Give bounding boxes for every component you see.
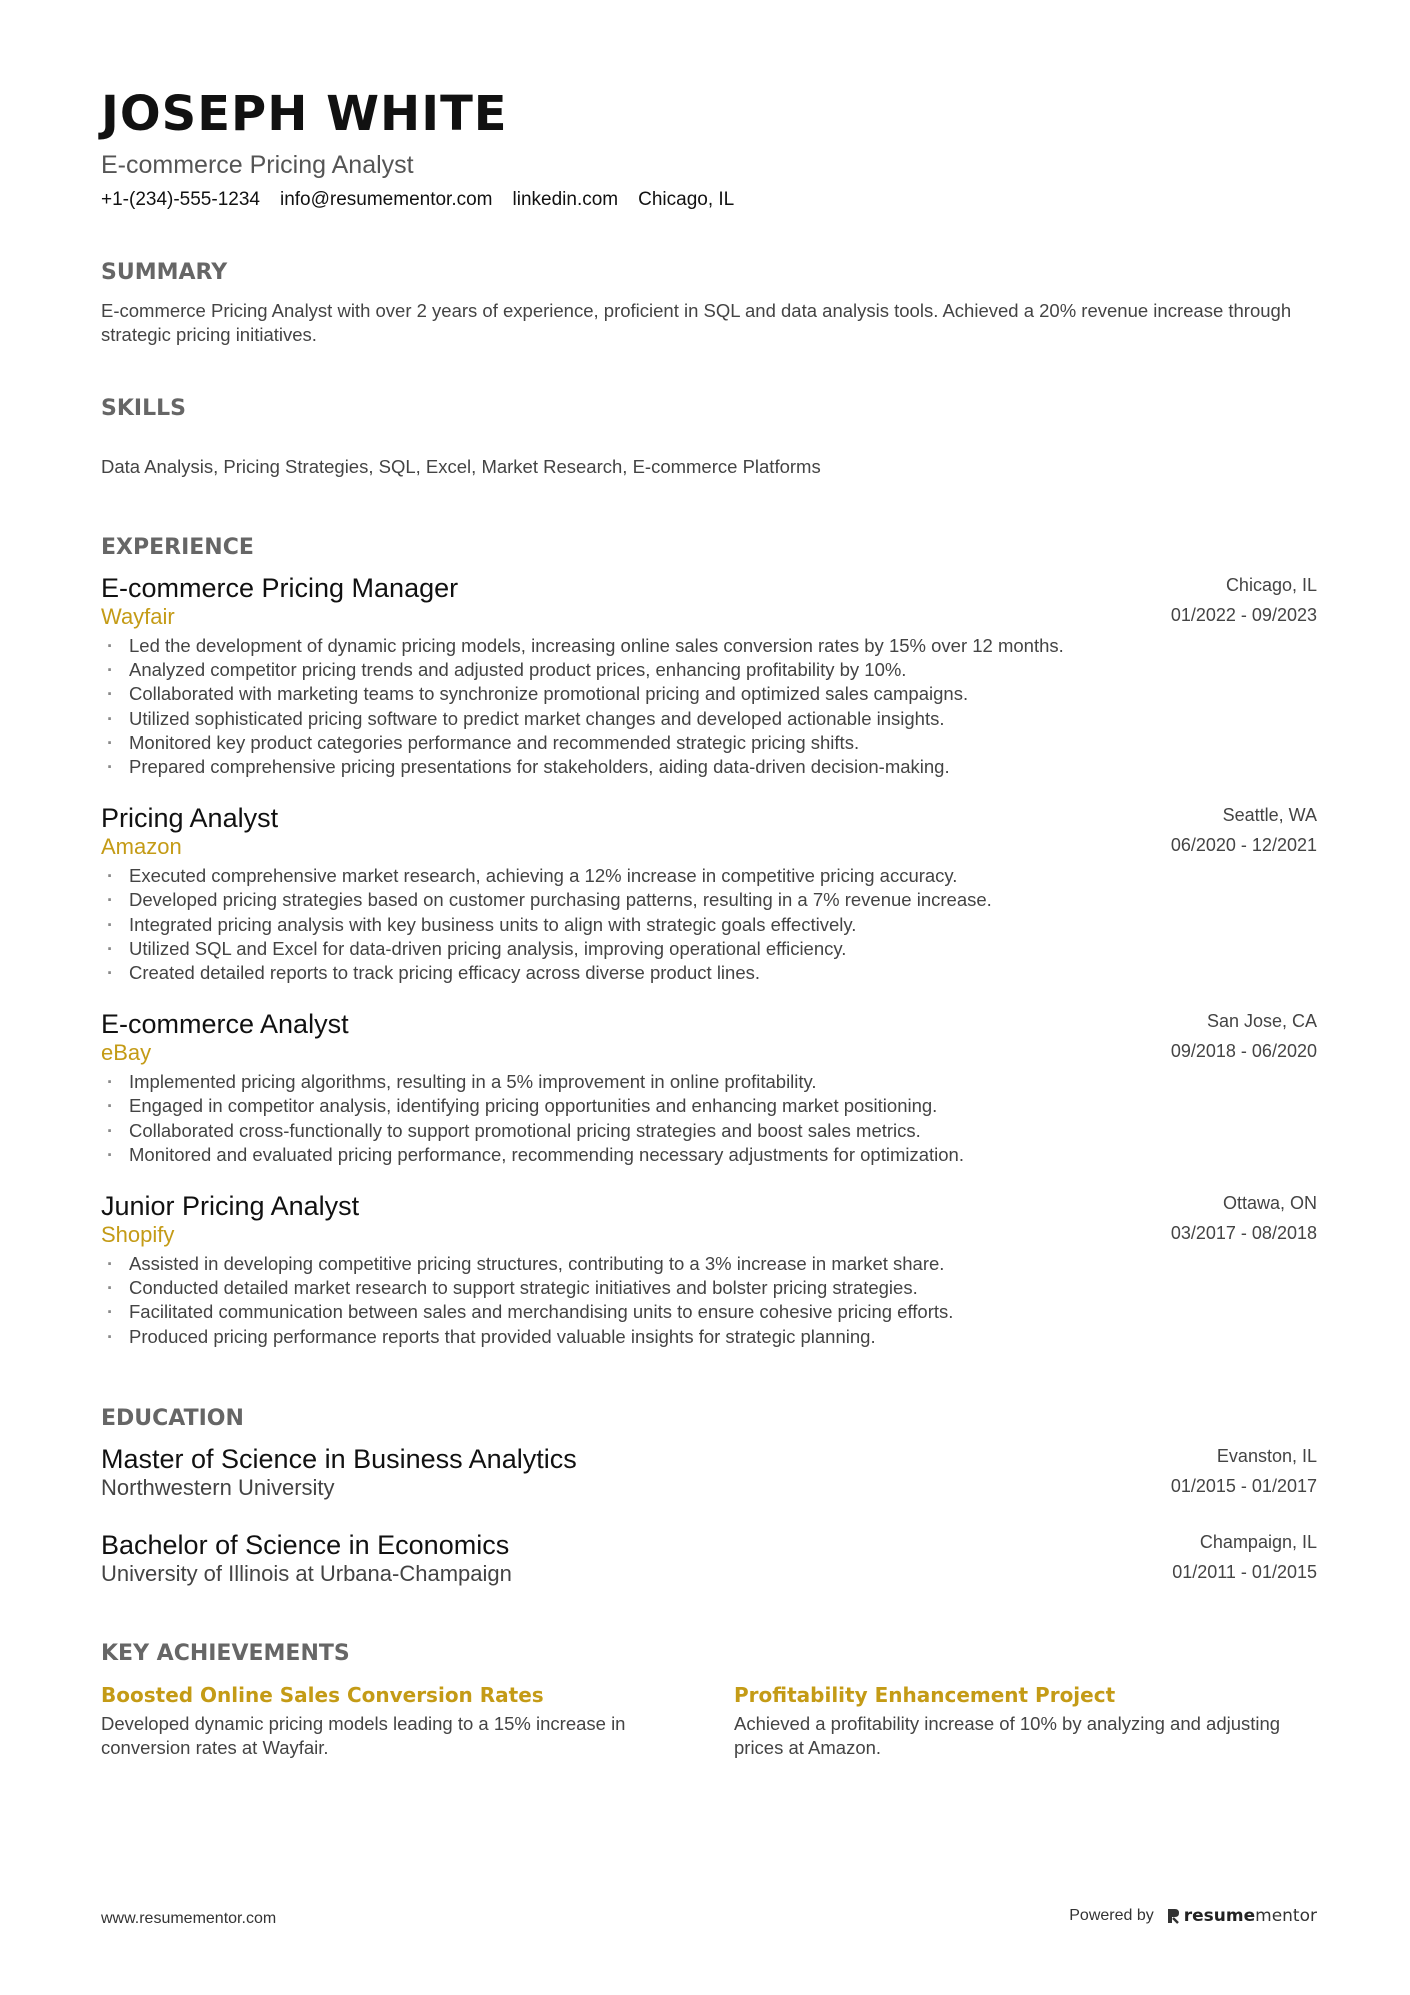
job-entry	[101, 572, 1317, 779]
job-role: E-commerce Analyst	[101, 1009, 349, 1040]
job-bullet: · Created detailed reports to track pricing efficacy across diverse product lines.	[101, 961, 1317, 985]
job-bullet: · Utilized sophisticated pricing software to predict market changes and developed actionable insights.	[101, 707, 1317, 731]
job-bullet: · Monitored key product categories performance and recommended strategic pricing shifts.	[101, 731, 1317, 755]
job-dates: 09/2018 - 06/2020	[1170, 1041, 1317, 1062]
job-bullet: · Collaborated cross-functionally to support promotional pricing strategies and boost sales metrics.	[101, 1119, 1317, 1143]
job-company: eBay	[101, 1040, 152, 1066]
contact-email: info@resumementor.com	[279, 189, 493, 210]
education-school: Northwestern University	[101, 1474, 335, 1500]
job-bullet: · Integrated pricing analysis with key business units to align with strategic goals effectively.	[101, 913, 1317, 937]
job-bullet: · Executed comprehensive market research, achieving a 12% increase in competitive pricing accuracy.	[101, 864, 1317, 888]
job-location: San Jose, CA	[1206, 1011, 1317, 1032]
achievement-title: Profitability Enhancement Project	[734, 1682, 1116, 1707]
job-location: Ottawa, ON	[1222, 1193, 1317, 1214]
job-bullets	[101, 864, 1317, 985]
education-dates: 01/2011 - 01/2015	[1172, 1561, 1317, 1582]
education-location: Champaign, IL	[1199, 1531, 1317, 1552]
job-bullet: · Analyzed competitor pricing trends and adjusted product prices, enhancing profitability by 10%.	[101, 658, 1317, 682]
job-company: Wayfair	[101, 604, 175, 629]
job-location: Chicago, IL	[1225, 575, 1317, 595]
job-dates: 06/2020 - 12/2021	[1170, 835, 1317, 856]
education-heading: EDUCATION	[101, 1405, 244, 1431]
experience-heading: EXPERIENCE	[101, 535, 254, 560]
achievements-grid	[101, 1682, 1317, 1760]
job-bullet: · Conducted detailed market research to support strategic initiatives and bolster pricing strategies.	[101, 1276, 1317, 1300]
achievement-text: Developed dynamic pricing models leading to a 15% increase in conversion rates at Wayfair.	[101, 1712, 626, 1758]
powered-by-label: Powered by	[1069, 1907, 1154, 1924]
contact-phone: +1-(234)-555-1234	[101, 189, 260, 210]
education-location: Evanston, IL	[1216, 1445, 1317, 1466]
job-bullet: · Produced pricing performance reports that provided valuable insights for strategic planning.	[101, 1325, 1317, 1349]
job-role: Junior Pricing Analyst	[101, 1191, 360, 1222]
job-bullet: · Assisted in developing competitive pricing structures, contributing to a 3% increase in market share.	[101, 1252, 1317, 1276]
job-bullet: · Led the development of dynamic pricing models, increasing online sales conversion rates by 15% over 12 months.	[101, 634, 1317, 658]
contact-line	[101, 187, 1317, 213]
brand-name-light: mentor	[1255, 1906, 1317, 1926]
job-role: E-commerce Pricing Manager	[101, 573, 459, 603]
job-bullet: · Facilitated communication between sales and merchandising units to ensure cohesive pricing efforts.	[101, 1300, 1317, 1324]
job-bullet: · Collaborated with marketing teams to synchronize promotional pricing and optimized sales campaigns.	[101, 682, 1317, 706]
achievement-text: Achieved a profitability increase of 10% by analyzing and adjusting prices at Amazon.	[734, 1712, 1281, 1758]
education-entry	[101, 1529, 1317, 1591]
job-entry	[101, 1008, 1317, 1167]
job-company: Amazon	[101, 834, 182, 860]
job-entry	[101, 802, 1317, 985]
candidate-name: JOSEPH WHITE	[101, 86, 508, 142]
summary-text: E-commerce Pricing Analyst with over 2 years of experience, proficient in SQL and data analysis tools. Achieved a 20% revenue increase through strategic pricing initiatives.	[101, 300, 1292, 345]
brand-name-bold: resume	[1183, 1906, 1256, 1926]
job-bullet: · Implemented pricing algorithms, resulting in a 5% improvement in online profitability.	[101, 1070, 1317, 1094]
job-entry	[101, 1190, 1317, 1349]
job-company: Shopify	[101, 1222, 175, 1248]
candidate-title: E-commerce Pricing Analyst	[101, 151, 414, 179]
job-dates: 03/2017 - 08/2018	[1170, 1223, 1317, 1244]
job-bullet: · Engaged in competitor analysis, identifying pricing opportunities and enhancing market positioning.	[101, 1094, 1317, 1118]
brand-logo[interactable]	[1166, 1906, 1317, 1926]
footer-website[interactable]: www.resumementor.com	[101, 1910, 277, 1927]
footer-branding	[1069, 1906, 1317, 1926]
achievements-heading: KEY ACHIEVEMENTS	[101, 1640, 350, 1666]
job-bullets	[101, 1070, 1317, 1167]
resume-page	[101, 0, 1317, 1760]
skills-heading: SKILLS	[101, 396, 186, 421]
job-role: Pricing Analyst	[101, 803, 279, 834]
resumementor-logo-icon	[1166, 1907, 1180, 1925]
summary-heading: SUMMARY	[101, 260, 228, 285]
contact-linkedin: linkedin.com	[512, 189, 619, 210]
education-dates: 01/2015 - 01/2017	[1170, 1475, 1317, 1496]
job-dates: 01/2022 - 09/2023	[1170, 605, 1317, 625]
job-bullets	[101, 1252, 1317, 1349]
education-entry	[101, 1443, 1317, 1505]
achievement-item	[101, 1682, 664, 1760]
achievement-item	[734, 1682, 1297, 1760]
skills-text: Data Analysis, Pricing Strategies, SQL, Excel, Market Research, E-commerce Platforms	[101, 456, 821, 477]
education-degree: Bachelor of Science in Economics	[101, 1529, 510, 1560]
job-bullet: · Monitored and evaluated pricing performance, recommending necessary adjustments for optimization.	[101, 1143, 1317, 1167]
education-school: University of Illinois at Urbana-Champaign	[101, 1560, 512, 1586]
achievement-title: Boosted Online Sales Conversion Rates	[101, 1682, 544, 1707]
contact-location: Chicago, IL	[638, 189, 735, 210]
job-location: Seattle, WA	[1222, 805, 1317, 826]
education-degree: Master of Science in Business Analytics	[101, 1443, 577, 1474]
job-bullet: · Developed pricing strategies based on customer purchasing patterns, resulting in a 7% revenue increase.	[101, 888, 1317, 912]
job-bullet: · Utilized SQL and Excel for data-driven pricing analysis, improving operational efficiency.	[101, 937, 1317, 961]
job-bullet: · Prepared comprehensive pricing presentations for stakeholders, aiding data-driven decision-making.	[101, 755, 1317, 779]
job-bullets	[101, 634, 1317, 779]
